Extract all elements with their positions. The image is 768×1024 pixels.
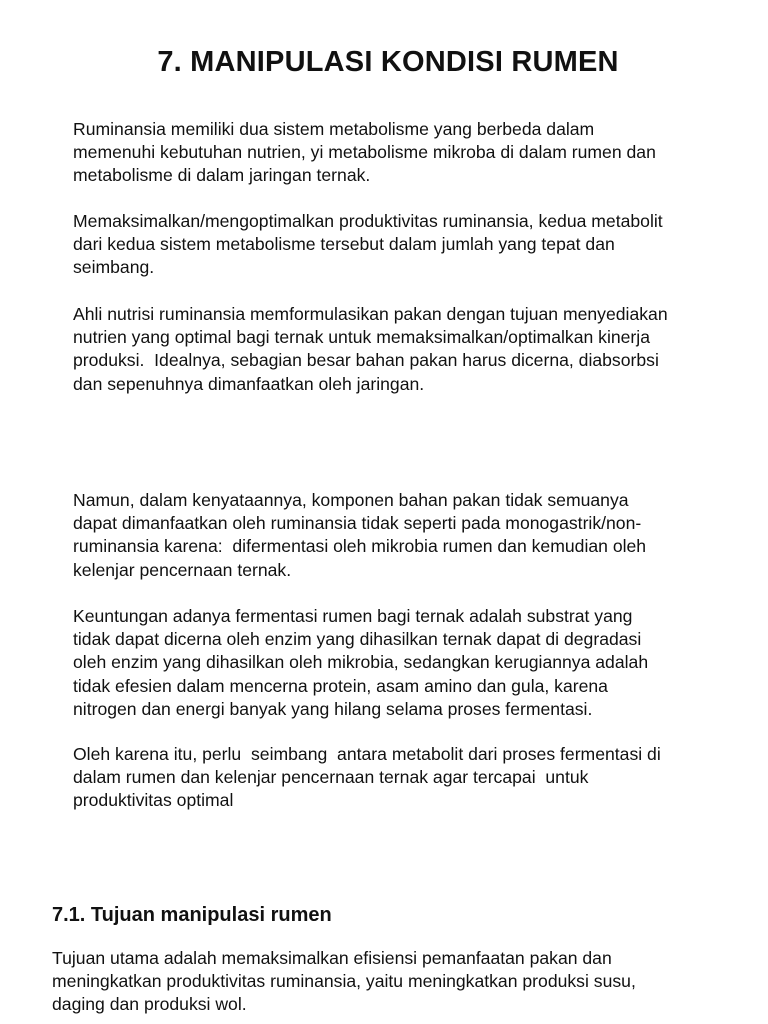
paragraph-4 [73, 489, 743, 582]
paragraph-line: daging dan produksi wol. [52, 994, 247, 1015]
paragraph-line: ruminansia karena: difermentasi oleh mikrobia rumen dan kemudian oleh [73, 536, 647, 557]
paragraph-line: Ahli nutrisi ruminansia memformulasikan pakan dengan tujuan menyediakan [73, 304, 668, 324]
paragraph-line: produktivitas optimal [73, 790, 234, 811]
paragraph-line: dan sepenuhnya dimanfaatkan oleh jaringan. [73, 373, 425, 394]
paragraph-line: oleh enzim yang dihasilkan oleh mikrobia, sedangkan kerugiannya adalah [73, 652, 649, 673]
paragraph-line: tidak dapat dicerna oleh enzim yang dihasilkan ternak dapat di degradasi [73, 629, 642, 650]
section-heading: 7.1. Tujuan manipulasi rumen [52, 904, 332, 926]
paragraph-line: kelenjar pencernaan ternak. [73, 559, 292, 580]
paragraph-line: Memaksimalkan/mengoptimalkan produktivitas ruminansia, kedua metabolit [73, 211, 663, 231]
paragraph-line: dalam rumen dan kelenjar pencernaan ternak agar tercapai untuk [73, 767, 589, 788]
paragraph-5 [73, 605, 743, 721]
paragraph-line: Ruminansia memiliki dua sistem metabolisme yang berbeda dalam [73, 119, 595, 139]
paragraph-line: Keuntungan adanya fermentasi rumen bagi ternak adalah substrat yang [73, 606, 633, 626]
paragraph-line: metabolisme di dalam jaringan ternak. [73, 165, 371, 186]
section-paragraph [52, 947, 752, 1017]
paragraph-2 [73, 210, 743, 280]
paragraph-line: Tujuan utama adalah memaksimalkan efisiensi pemanfaatan pakan dan [52, 948, 612, 968]
paragraph-1 [73, 118, 743, 188]
paragraph-line: Oleh karena itu, perlu seimbang antara metabolit dari proses fermentasi di [73, 744, 661, 764]
paragraph-line: nitrogen dan energi banyak yang hilang selama proses fermentasi. [73, 698, 593, 719]
paragraph-6 [73, 743, 743, 813]
paragraph-line: dari kedua sistem metabolisme tersebut dalam jumlah yang tepat dan [73, 234, 615, 255]
paragraph-line: tidak efesien dalam mencerna protein, asam amino dan gula, karena [73, 675, 608, 696]
paragraph-3 [73, 303, 743, 396]
paragraph-line: Namun, dalam kenyataannya, komponen bahan pakan tidak semuanya [73, 490, 629, 510]
paragraph-line: seimbang. [73, 257, 155, 278]
page-title: 7. MANIPULASI KONDISI RUMEN [157, 46, 619, 78]
paragraph-line: dapat dimanfaatkan oleh ruminansia tidak seperti pada monogastrik/non- [73, 513, 642, 534]
paragraph-line: nutrien yang optimal bagi ternak untuk memaksimalkan/optimalkan kinerja [73, 327, 650, 348]
paragraph-line: memenuhi kebutuhan nutrien, yi metabolisme mikroba di dalam rumen dan [73, 142, 656, 163]
paragraph-line: meningkatkan produktivitas ruminansia, yaitu meningkatkan produksi susu, [52, 971, 636, 992]
paragraph-line: produksi. Idealnya, sebagian besar bahan pakan harus dicerna, diabsorbsi [73, 350, 659, 371]
